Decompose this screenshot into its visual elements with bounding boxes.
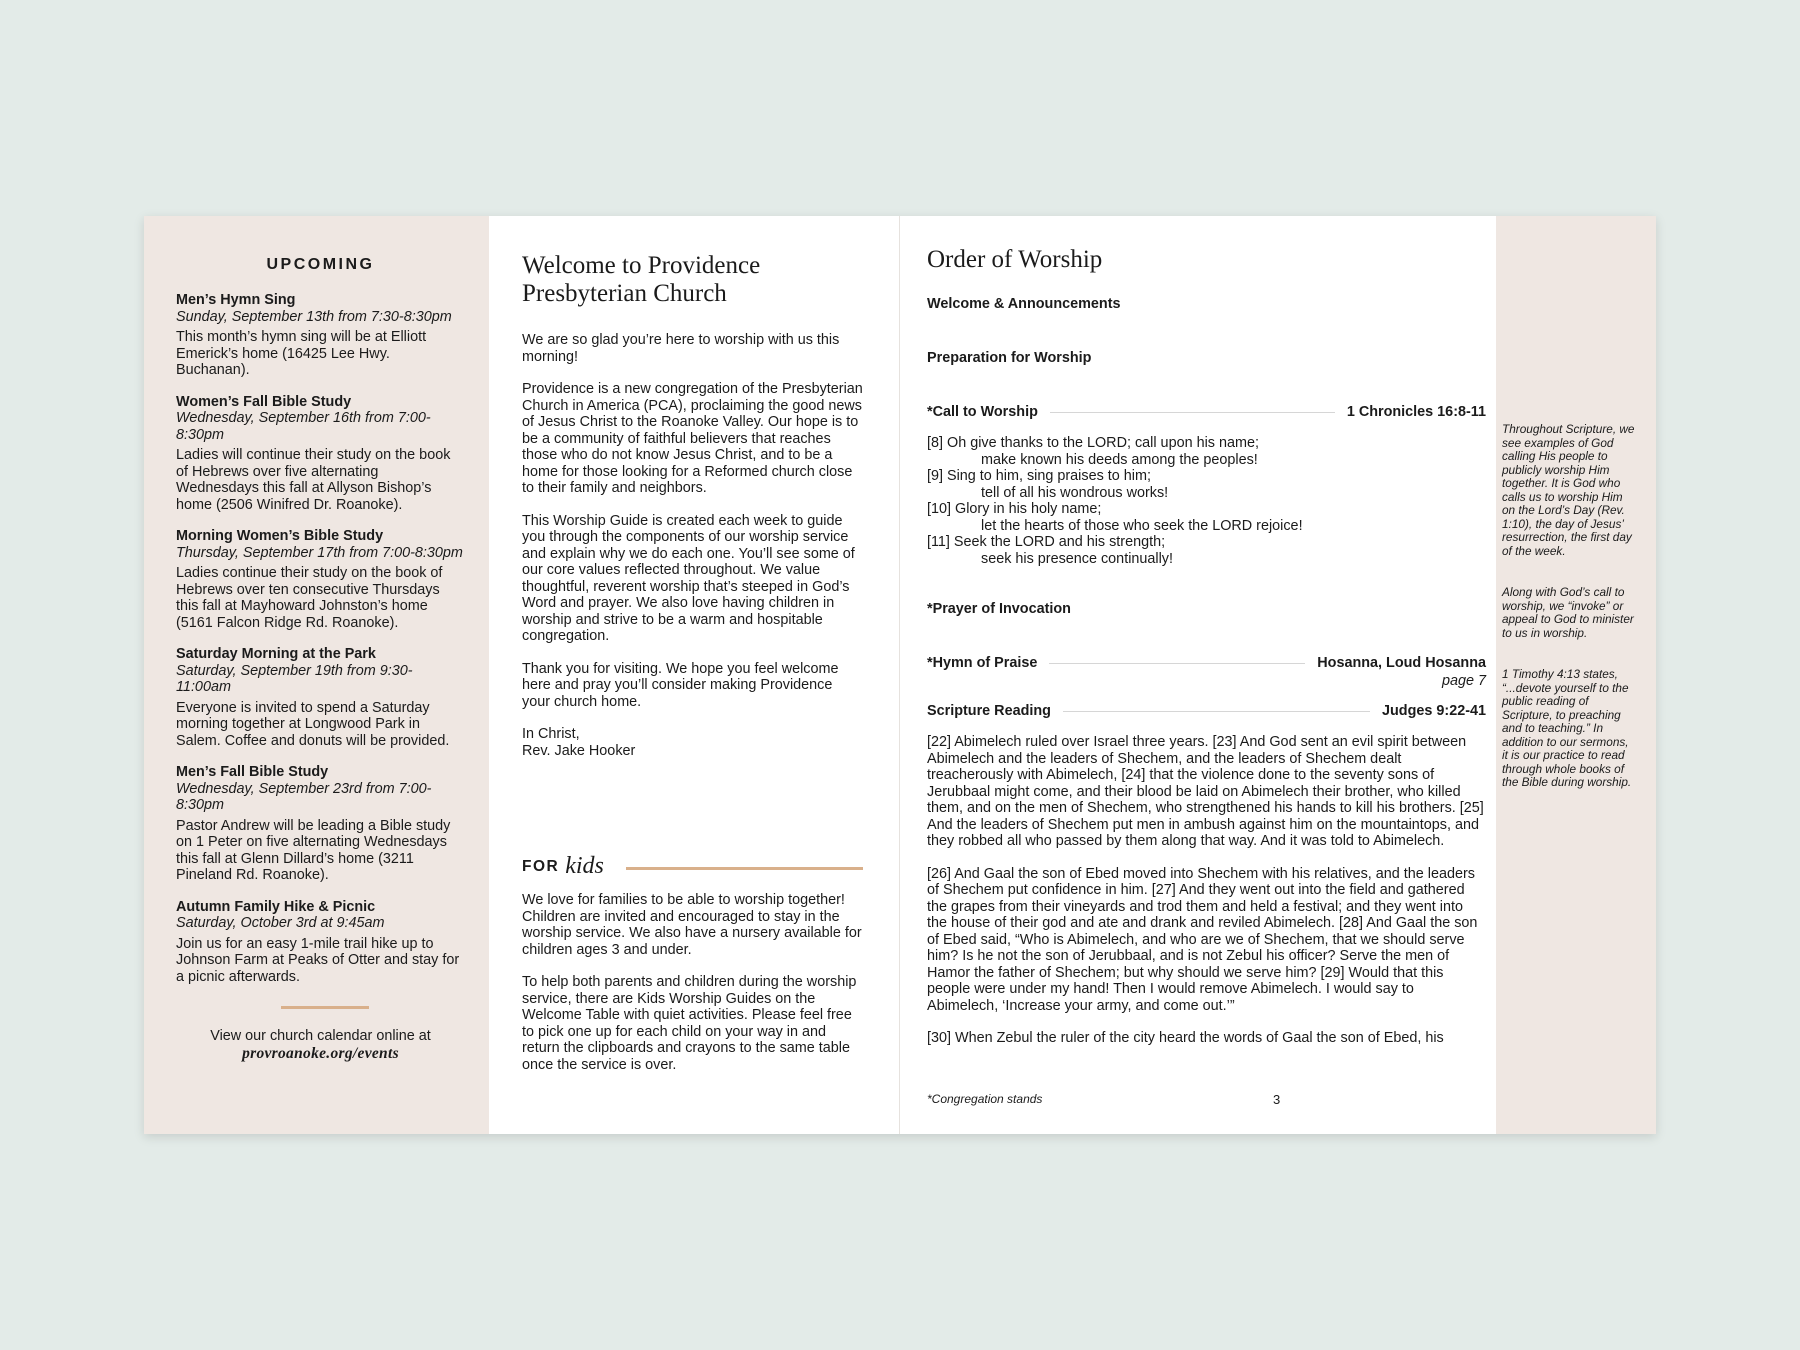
- verse-line: [9] Sing to him, sing praises to him;: [927, 468, 1151, 484]
- welcome-title-line-2: Presbyterian Church: [522, 280, 727, 307]
- verse-line: tell of all his wondrous works!: [981, 484, 1169, 501]
- order-item-label: Scripture Reading: [927, 703, 1051, 719]
- worship-guide-spread: [144, 216, 1656, 1134]
- event-description: Ladies will continue their study on the book of Hebrews over five alternating Wednesdays this fall at Allyson Bishop’s home (2506 Winifred Dr. Roanoke).: [176, 447, 451, 513]
- order-item-hymn: [927, 655, 1486, 671]
- welcome-paragraph: We are so glad you’re here to worship with us this morning!: [522, 332, 840, 365]
- welcome-paragraph: Thank you for visiting. We hope you feel welcome here and pray you’ll consider making Providence your church home.: [522, 660, 839, 710]
- event-description: Ladies continue their study on the book of Hebrews over ten consecutive Thursdays this fall at Mayhoward Johnston’s home (5161 Falcon Ridge Rd. Roanoke).: [176, 565, 443, 631]
- welcome-title-line-1: Welcome to Providence: [522, 252, 761, 279]
- calendar-note: [176, 1027, 465, 1063]
- event-description: Pastor Andrew will be leading a Bible study on 1 Peter on five alternating Wednesdays this fall at Glenn Dillard’s home (3211 Pineland Rd. Roanoke).: [176, 817, 451, 883]
- order-item-reference: Judges 9:22-41: [1382, 703, 1486, 719]
- signoff-closing: In Christ,: [522, 726, 580, 742]
- order-item-label: *Hymn of Praise: [927, 655, 1038, 671]
- signoff-name: Rev. Jake Hooker: [522, 742, 636, 759]
- event-description: Everyone is invited to spend a Saturday morning together at Longwood Park in Salem. Coffee and donuts will be provided.: [176, 699, 450, 749]
- leader-line: [1050, 412, 1335, 413]
- hymn-page: page 7: [1441, 673, 1486, 689]
- margin-note-scripture: 1 Timothy 4:13 states, “...devote yourself to the public reading of Scripture, to preaching and to teaching.” In addition to our sermons, it is our practice to read through whole books of the Bible during worship.: [1502, 667, 1632, 789]
- order-item-label: Welcome & Announcements: [927, 296, 1121, 312]
- verse-line: [11] Seek the LORD and his strength;: [927, 534, 1166, 550]
- event-title: Autumn Family Hike & Picnic: [176, 898, 376, 915]
- verse-line: [8] Oh give thanks to the LORD; call upon his name;: [927, 435, 1259, 451]
- order-item-label: Preparation for Worship: [927, 350, 1092, 366]
- order-item-label: *Prayer of Invocation: [927, 601, 1071, 617]
- verse-line: seek his presence continually!: [981, 550, 1173, 567]
- leader-line: [1063, 711, 1370, 712]
- margin-note-call-to-worship: Throughout Scripture, we see examples of God calling His people to publicly worship Him together. It is God who calls us to worship Him on the Lord’s Day (Rev. 1:10), the day of Jesus’ resurrection, the first day of the week.: [1502, 422, 1635, 558]
- welcome-panel: [489, 216, 900, 1134]
- event-item: [176, 899, 465, 986]
- verse-line: make known his deeds among the peoples!: [981, 451, 1258, 468]
- welcome-title: [522, 252, 863, 308]
- event-date: Saturday, October 3rd at 9:45am: [176, 915, 385, 931]
- order-item-scripture: [927, 703, 1486, 719]
- welcome-paragraph: This Worship Guide is created each week to guide you through the components of our worship service and explain why we do each one. You’ll see some of our core values reflected throughout. We value thoughtful, reverent worship that’s steeped in God’s Word and prayer. We also love having children in worship and strive to be a warm and hospitable congregation.: [522, 512, 855, 644]
- section-divider: [281, 1006, 369, 1009]
- leader-line: [1049, 663, 1305, 664]
- event-title: Morning Women’s Bible Study: [176, 528, 384, 544]
- calendar-note-text: View our church calendar online at: [210, 1028, 431, 1044]
- upcoming-panel: [144, 216, 489, 1134]
- event-description: Join us for an easy 1-mile trail hike up to Johnson Farm at Peaks of Otter and stay for a picnic afterwards.: [176, 935, 460, 985]
- order-item-reference: 1 Chronicles 16:8-11: [1346, 404, 1486, 420]
- event-item: [176, 528, 465, 631]
- welcome-paragraph: Providence is a new congregation of the Presbyterian Church in America (PCA), proclaiming the good news of Jesus Christ to the Roanoke Valley. Our hope is to be a community of faithful believers that reaches those who do not know Jesus Christ, and to be a home for those looking for a Reformed church close to their family and neighbors.: [522, 381, 863, 496]
- kids-label: kids: [565, 853, 604, 879]
- kids-divider: [626, 867, 863, 870]
- event-item: [176, 292, 465, 379]
- upcoming-heading: UPCOMING: [266, 256, 375, 273]
- calendar-url: provroanoke.org/events: [242, 1045, 399, 1062]
- order-item-call-to-worship: [927, 404, 1486, 420]
- scripture-paragraph: [30] When Zebul the ruler of the city heard the words of Gaal the son of Ebed, his: [927, 1030, 1444, 1046]
- event-title: Men’s Hymn Sing: [176, 292, 296, 308]
- order-item-invocation: [927, 601, 1486, 617]
- signoff: [522, 726, 863, 759]
- order-item-welcome: [927, 296, 1486, 312]
- event-date: Thursday, September 17th from 7:00-8:30pm: [176, 544, 463, 561]
- event-item: [176, 394, 465, 514]
- event-title: Women’s Fall Bible Study: [176, 393, 352, 410]
- event-date: Wednesday, September 16th from 7:00-8:30pm: [176, 410, 431, 443]
- kids-for-label: FOR: [522, 857, 560, 875]
- order-item-label: *Call to Worship: [927, 404, 1038, 420]
- kids-paragraph: We love for families to be able to worship together! Children are invited and encouraged to stay in the worship service. We also have a nursery available for children ages 3 and under.: [522, 892, 862, 958]
- margin-notes-panel: [1496, 216, 1656, 1134]
- event-description: This month’s hymn sing will be at Elliott Emerick’s home (16425 Lee Hwy. Buchanan).: [176, 329, 427, 378]
- kids-paragraph: To help both parents and children during the worship service, there are Kids Worship Guides on the Welcome Table with quiet activities. Please feel free to pick one up for each child on your way in and return the clipboards and crayons to the same table once the service is over.: [522, 974, 857, 1073]
- kids-heading: [522, 853, 863, 880]
- page-number: 3: [1273, 1092, 1281, 1107]
- event-title: Saturday Morning at the Park: [176, 646, 376, 662]
- order-of-worship-panel: [900, 216, 1496, 1134]
- scripture-paragraph: [26] And Gaal the son of Ebed moved into Shechem with his relatives, and the leaders of Shechem put confidence in him. [27] And they went out into the field and gathered the grapes from their vineyards and trod them and held a festival; and they went into the house of their god and ate and drank and reviled Abimelech. [28] And Gaal the son of Ebed said, “Who is Abimelech, and who are we of Shechem, that we should serve him? Is he not the son of Jerubbaal, and is not Zebul his officer? Serve the men of Hamor the father of Shechem; but why should we serve him? [29] Would that this people were under my hand! Then I would remove Abimelech. I would say to Abimelech, ‘Increase your army, and come out.’”: [927, 865, 1478, 1014]
- order-item-preparation: [927, 350, 1486, 366]
- order-item-reference: Hosanna, Loud Hosanna: [1317, 655, 1486, 671]
- call-to-worship-text: [927, 435, 1486, 567]
- scripture-paragraph: [22] Abimelech ruled over Israel three years. [23] And God sent an evil spirit between Abimelech and the leaders of Shechem, and the leaders of Shechem dealt treacherously with Abimelech, [24] that the violence done to the seventy sons of Jerubbaal might come, and their blood be laid on Abimelech their brother, who killed them, and on the men of Shechem, who strengthened his hands to kill his brothers. [25] And the leaders of Shechem put men in ambush against him on the mountaintops, and they robbed all who passed by them along that way. And it was told to Abimelech.: [927, 734, 1484, 849]
- event-date: Sunday, September 13th from 7:30-8:30pm: [176, 308, 452, 325]
- event-item: [176, 764, 465, 884]
- margin-note-invocation: Along with God’s call to worship, we “invoke” or appeal to God to minister to us in worship.: [1502, 585, 1634, 640]
- event-title: Men’s Fall Bible Study: [176, 764, 329, 780]
- event-item: [176, 646, 465, 749]
- congregation-stands-note: *Congregation stands: [927, 1092, 1043, 1106]
- verse-line: let the hearts of those who seek the LORD rejoice!: [981, 517, 1303, 534]
- verse-line: [10] Glory in his holy name;: [927, 501, 1102, 517]
- event-date: Saturday, September 19th from 9:30-11:00am: [176, 662, 413, 695]
- order-title: Order of Worship: [927, 246, 1103, 273]
- event-date: Wednesday, September 23rd from 7:00-8:30pm: [176, 780, 432, 813]
